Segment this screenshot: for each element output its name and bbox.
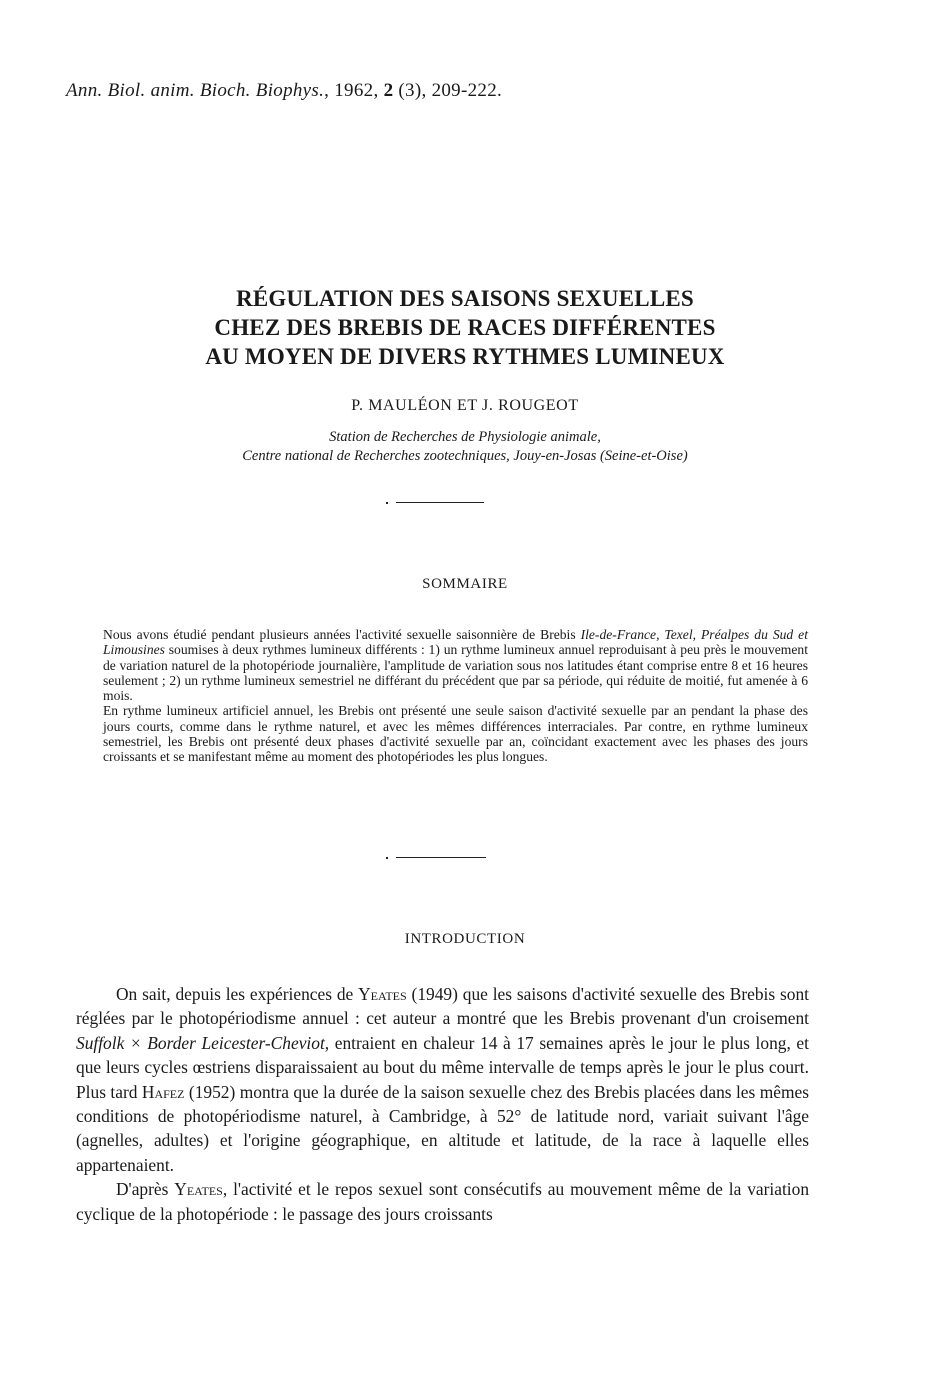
summary-text: Nous avons étudié pendant plusieurs années l'activité sexuelle saisonnière de Brebis <box>103 627 581 642</box>
intro-paragraph-1 <box>76 982 809 1177</box>
introduction-body <box>76 982 809 1226</box>
breed-names: Ile-de-France, Texel, Préalpes du Sud et Limousines <box>103 627 808 658</box>
journal-citation <box>66 80 502 102</box>
intro-paragraph-2 <box>76 1177 809 1226</box>
citation-year: , 1962, <box>324 80 384 101</box>
summary-text: soumises à deux rythmes lumineux différents : 1) un rythme lumineux annuel reproduisant à peu près le mouvement de variation naturel de la photopériode journalière, l'amplitude de variation sous nos latitudes étant comprise entre 8 et 16 heures seulement ; 2) un rythme lumineux semestriel ne différant du précédent que par sa période, qui réduite de moitié, fut amenée à 6 mois. <box>103 642 808 704</box>
title-line-1: RÉGULATION DES SAISONS SEXUELLES <box>236 286 694 311</box>
separator-dot <box>386 502 388 504</box>
intro-text: (1952) montra que la durée de la saison sexuelle chez des Brebis placées dans les mêmes conditions de photopériodisme naturel, à Cambridge, à 52° de latitude nord, variait suivant l'âge (agnelles, adultes) et l'origine géographique, en altitude et latitude, de la race à laquelle elles appartenaient. <box>76 1081 809 1175</box>
affiliation <box>0 428 930 466</box>
summary-abstract <box>103 627 808 765</box>
separator-rule <box>396 502 484 503</box>
authors: P. MAULÉON ET J. ROUGEOT <box>351 397 579 414</box>
intro-text: On sait, depuis les expériences de <box>116 984 359 1004</box>
introduction-heading: INTRODUCTION <box>404 931 526 947</box>
journal-name: Ann. Biol. anim. Bioch. Biophys. <box>66 80 325 101</box>
citation-volume: 2 <box>383 80 394 101</box>
article-title <box>0 284 930 371</box>
title-line-2: CHEZ DES BREBIS DE RACES DIFFÉRENTES <box>214 315 716 340</box>
author-name: Hafez <box>141 1081 185 1102</box>
author-name: Yeates <box>358 984 407 1004</box>
summary-heading: SOMMAIRE <box>422 576 508 592</box>
summary-paragraph-2: En rythme lumineux artificiel annuel, les Brebis ont présenté une seule saison d'activité sexuelle par an pendant la phase des jours courts, comme dans le rythme naturel, et avec les mêmes différences interraciales. Par contre, en rythme lumineux semestriel, les Brebis ont présenté deux phases d'activité sexuelle par an, coïncidant exactement avec les phases des jours croissants et se manifestant même au moment des photopériodes les plus longues. <box>103 703 808 765</box>
separator-rule <box>396 857 486 858</box>
separator-dot <box>386 857 388 859</box>
intro-text: D'après <box>116 1179 175 1200</box>
intro-text: entraient en chaleur 14 à 17 semaines après le jour le plus long, et que leurs cycles œstriens disparaissaient au bout du même intervalle de temps après le jour le plus court. Plus tard <box>76 1032 809 1102</box>
intro-text: (1949) que les saisons d'activité sexuelle des Brebis sont réglées par le photopériodisme annuel : cet auteur a montré que les Brebis provenant d'un croisement <box>76 984 809 1029</box>
breed-cross: Suffolk × Border Leicester-Cheviot, <box>76 1032 330 1053</box>
title-line-3: AU MOYEN DE DIVERS RYTHMES LUMINEUX <box>205 344 725 369</box>
intro-text: , l'activité et le repos sexuel sont consécutifs au mouvement même de la variation cyclique de la photopériode : le passage des jours croissants <box>76 1179 810 1224</box>
summary-paragraph-1 <box>103 627 808 703</box>
affiliation-line-2: Centre national de Recherches zootechniques, Jouy-en-Josas (Seine-et-Oise) <box>242 448 688 464</box>
author-name: Yeates <box>174 1179 223 1200</box>
citation-issue-pages: (3), 209-222. <box>393 80 503 101</box>
affiliation-line-1: Station de Recherches de Physiologie animale, <box>329 429 601 445</box>
